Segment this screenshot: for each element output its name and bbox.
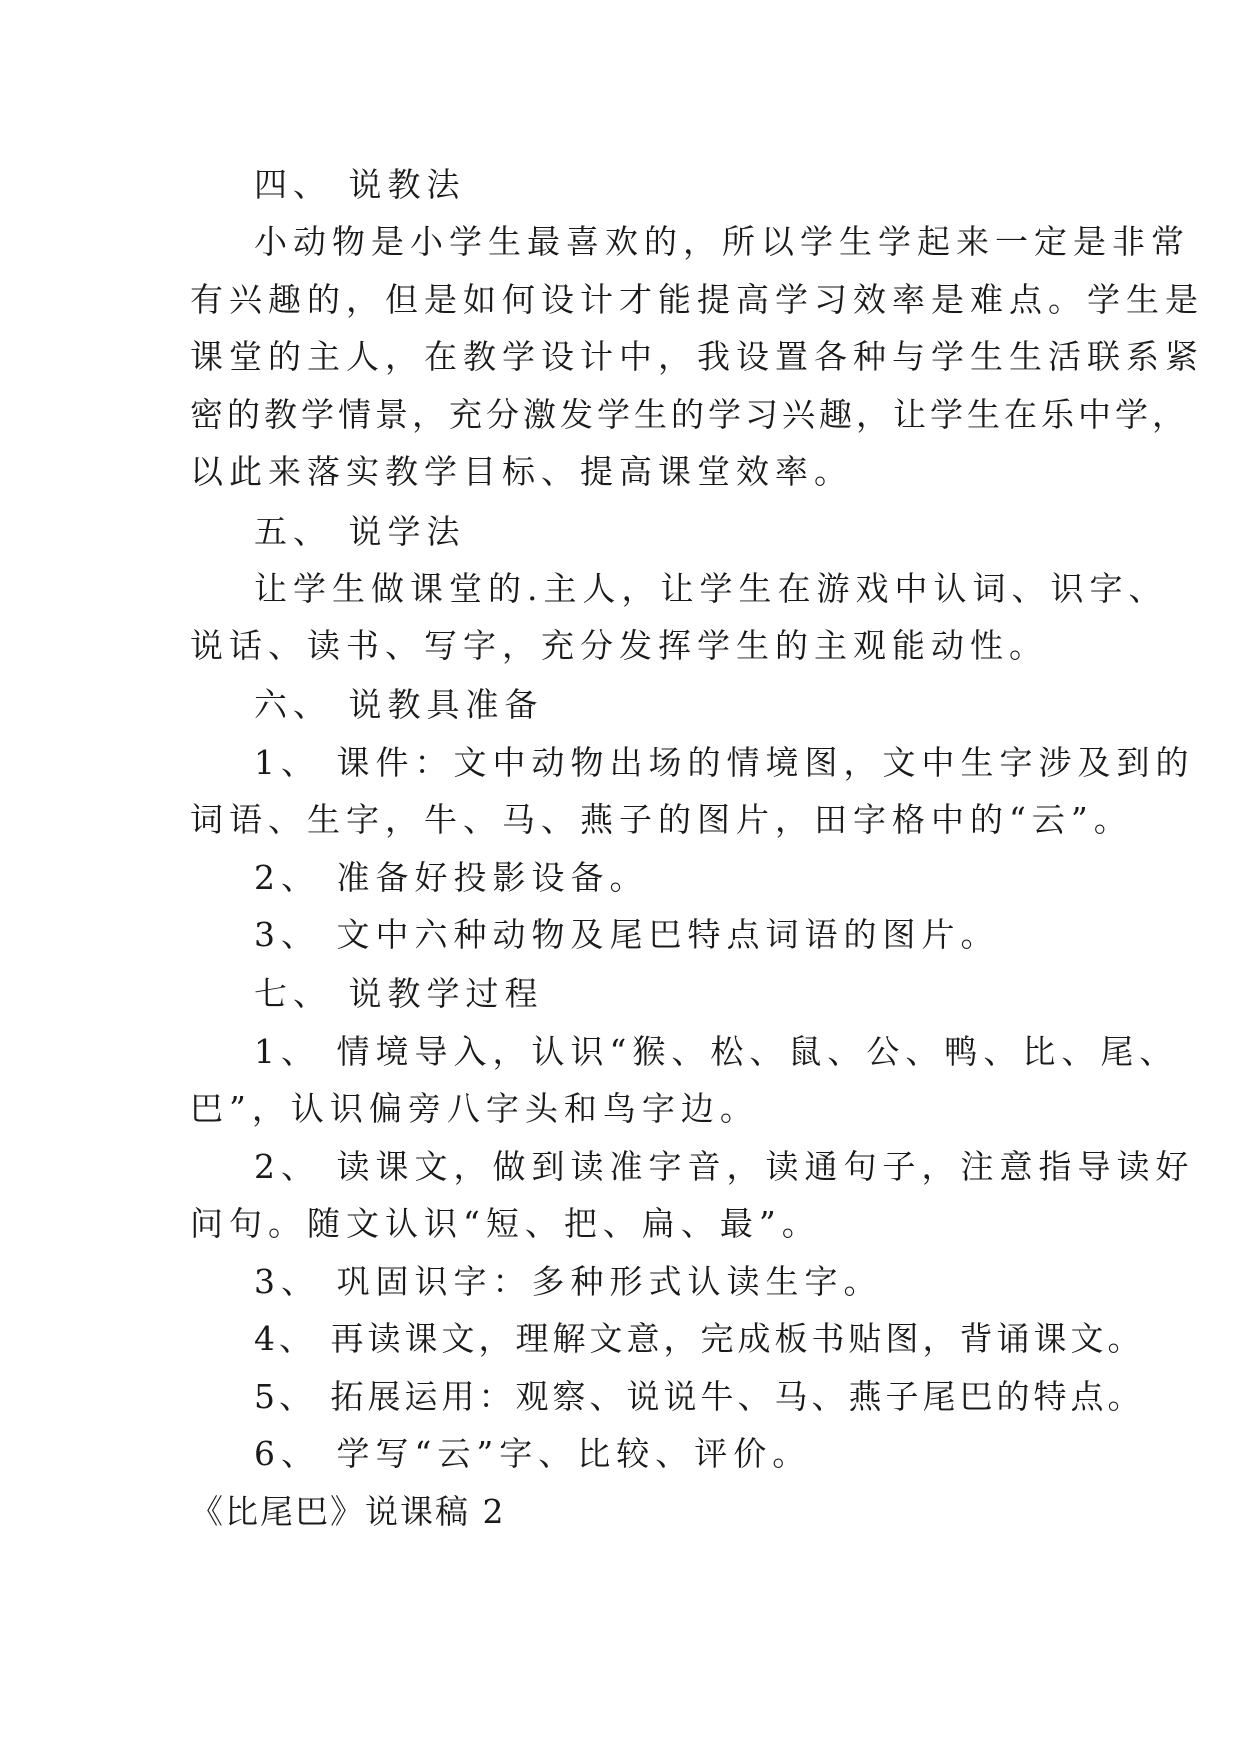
list-item-continuation: 巴”，认识偏旁八字头和鸟字边。 (190, 1089, 759, 1128)
section-heading-4: 四、 说教法 (254, 165, 466, 204)
paragraph-line: 有兴趣的，但是如何设计才能提高学习效率是难点。学生是 (190, 280, 1204, 319)
list-item: 5、 拓展运用：观察、说说牛、马、燕子尾巴的特点。 (254, 1377, 1145, 1416)
list-item: 2、 准备好投影设备。 (254, 858, 649, 897)
paragraph-line: 以此来落实教学目标、提高课堂效率。 (190, 452, 853, 491)
section-heading-7: 七、 说教学过程 (254, 974, 544, 1013)
list-item: 3、 文中六种动物及尾巴特点词语的图片。 (254, 915, 1000, 954)
paragraph-line: 说话、读书、写字，充分发挥学生的主观能动性。 (190, 626, 1048, 665)
next-document-title: 《比尾巴》说课稿 2 (190, 1492, 506, 1531)
list-item-continuation: 词语、生字，牛、马、燕子的图片，田字格中的“云”。 (190, 800, 1133, 839)
section-heading-6: 六、 说教具准备 (254, 685, 544, 724)
paragraph-line: 课堂的主人，在教学设计中，我设置各种与学生生活联系紧 (190, 337, 1204, 376)
list-item: 1、 课件：文中动物出场的情境图，文中生字涉及到的 (254, 743, 1195, 782)
list-item: 6、 学写“云”字、比较、评价。 (254, 1434, 812, 1473)
paragraph-line: 让学生做课堂的.主人，让学生在游戏中认词、识字、 (254, 569, 1168, 608)
paragraph-line: 密的教学情景，充分激发学生的学习兴趣，让学生在乐中学， (190, 395, 1189, 434)
paragraph-line: 小动物是小学生最喜欢的，所以学生学起来一定是非常 (254, 222, 1190, 261)
section-heading-5: 五、 说学法 (254, 512, 466, 551)
list-item: 4、 再读课文，理解文意，完成板书贴图，背诵课文。 (254, 1319, 1145, 1358)
list-item: 2、 读课文，做到读准字音，读通句子，注意指导读好 (254, 1147, 1195, 1186)
list-item: 3、 巩固识字：多种形式认读生字。 (254, 1262, 883, 1301)
list-item-continuation: 问句。随文认识“短、把、扁、最”。 (190, 1204, 821, 1243)
list-item: 1、 情境导入，认识“猴、松、鼠、公、鸭、比、尾、 (254, 1032, 1179, 1071)
